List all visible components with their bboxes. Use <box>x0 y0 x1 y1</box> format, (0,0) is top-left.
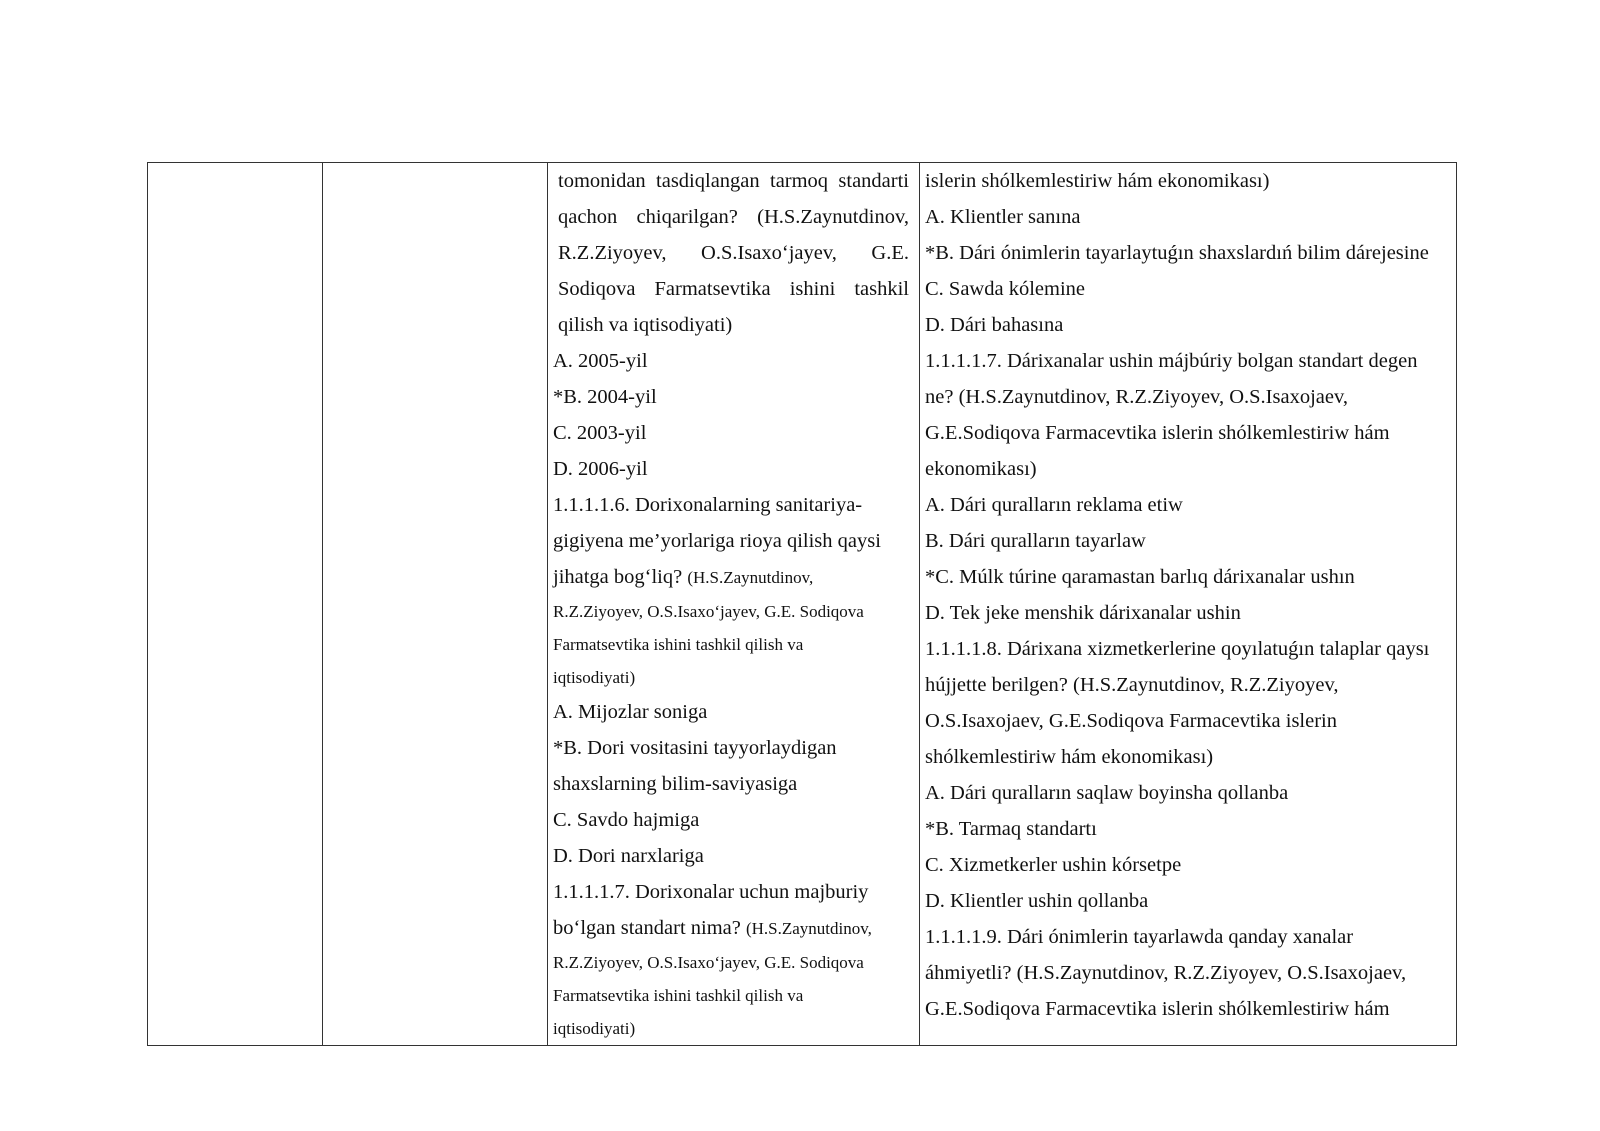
question-text-main: bo‘lgan standart nima? <box>553 917 746 939</box>
answer-option: D. Dori narxlariga <box>553 845 704 867</box>
question-text: shólkemlestiriw hám ekonomikası) <box>925 746 1214 768</box>
question-text: áhmiyetli? (H.S.Zaynutdinov, R.Z.Ziyoyev, O.S.Isaxojaev, <box>925 962 1407 984</box>
question-text: ekonomikası) <box>925 458 1037 480</box>
answer-option: A. 2005-yil <box>553 350 648 372</box>
answer-option: B. Dári quralların tayarlaw <box>925 530 1146 552</box>
question-text: G.E.Sodiqova Farmacevtika islerin shólkemlestiriw hám <box>925 998 1390 1020</box>
answer-option-correct: *B. Dori vositasini tayyorlaydigan <box>553 737 837 759</box>
document-table <box>147 162 1457 1046</box>
question-text <box>553 910 909 946</box>
text-line: qachon chiqarilgan? (H.S.Zaynutdinov, <box>558 206 909 228</box>
table-column-2 <box>323 163 548 1045</box>
answer-option: A. Mijozlar soniga <box>553 701 708 723</box>
question-reference: iqtisodiyati) <box>553 1019 636 1038</box>
table-column-karakalpak <box>920 163 1456 1045</box>
question-heading: 1.1.1.1.9. Dári ónimlerin tayarlawda qanday xanalar <box>925 926 1354 948</box>
answer-option: D. Klientler ushin qollanba <box>925 890 1149 912</box>
answer-option: C. Savdo hajmiga <box>553 809 700 831</box>
question-text: hújjette berilgen? (H.S.Zaynutdinov, R.Z.Ziyoyev, <box>925 674 1339 696</box>
question-reference: Farmatsevtika ishini tashkil qilish va <box>553 635 804 654</box>
answer-option-continued: shaxslarning bilim-saviyasiga <box>553 773 798 795</box>
answer-option: A. Dári quralların reklama etiw <box>925 494 1183 516</box>
answer-option-correct: *B. Dári ónimlerin tayarlaytuǵın shaxslardıń bilim dárejesine <box>925 242 1429 264</box>
question-text-main: jihatga bog‘liq? <box>553 566 688 588</box>
question-text: O.S.Isaxojaev, G.E.Sodiqova Farmacevtika islerin <box>925 710 1337 732</box>
answer-option-correct: *C. Múlk túrine qaramastan barlıq dárixanalar ushın <box>925 566 1355 588</box>
question-heading: 1.1.1.1.6. Dorixonalarning sanitariya- <box>553 494 863 516</box>
text-line: qilish va iqtisodiyati) <box>558 314 733 336</box>
table-column-uzbek <box>548 163 920 1045</box>
answer-option: C. Sawda kólemine <box>925 278 1085 300</box>
question-text: ne? (H.S.Zaynutdinov, R.Z.Ziyoyev, O.S.Isaxojaev, <box>925 386 1349 408</box>
answer-option: C. Xizmetkerler ushin kórsetpe <box>925 854 1182 876</box>
question-reference: Farmatsevtika ishini tashkil qilish va <box>553 986 804 1005</box>
answer-option: A. Klientler sanına <box>925 206 1081 228</box>
answer-option-correct: *B. 2004-yil <box>553 386 657 408</box>
text-line: tomonidan tasdiqlangan tarmoq standarti <box>558 170 909 192</box>
text-line: islerin shólkemlestiriw hám ekonomikası) <box>925 170 1270 192</box>
text-line: R.Z.Ziyoyev, O.S.Isaxo‘jayev, G.E. <box>558 242 909 264</box>
text-line: Sodiqova Farmatsevtika ishini tashkil <box>558 278 909 300</box>
answer-option-correct: *B. Tarmaq standartı <box>925 818 1097 840</box>
answer-option: A. Dári quralların saqlaw boyinsha qollanba <box>925 782 1289 804</box>
question-reference: R.Z.Ziyoyev, O.S.Isaxo‘jayev, G.E. Sodiqova <box>553 602 864 621</box>
question-text <box>553 559 909 595</box>
question-text: G.E.Sodiqova Farmacevtika islerin shólkemlestiriw hám <box>925 422 1390 444</box>
table-column-1 <box>148 163 323 1045</box>
answer-option: C. 2003-yil <box>553 422 647 444</box>
question-heading: 1.1.1.1.7. Dorixonalar uchun majburiy <box>553 881 869 903</box>
question-heading: 1.1.1.1.8. Dárixana xizmetkerlerine qoyılatuǵın talaplar qaysı <box>925 638 1430 660</box>
question-text: gigiyena me’yorlariga rioya qilish qaysi <box>553 530 881 552</box>
question-heading: 1.1.1.1.7. Dárixanalar ushin májbúriy bolgan standart degen <box>925 350 1418 372</box>
question-reference: iqtisodiyati) <box>553 668 636 687</box>
question-reference: R.Z.Ziyoyev, O.S.Isaxo‘jayev, G.E. Sodiqova <box>553 953 864 972</box>
answer-option: D. 2006-yil <box>553 458 648 480</box>
question-reference: (H.S.Zaynutdinov, <box>745 919 872 938</box>
question-reference: (H.S.Zaynutdinov, <box>687 568 814 587</box>
answer-option: D. Tek jeke menshik dárixanalar ushin <box>925 602 1241 624</box>
answer-option: D. Dári bahasına <box>925 314 1064 336</box>
